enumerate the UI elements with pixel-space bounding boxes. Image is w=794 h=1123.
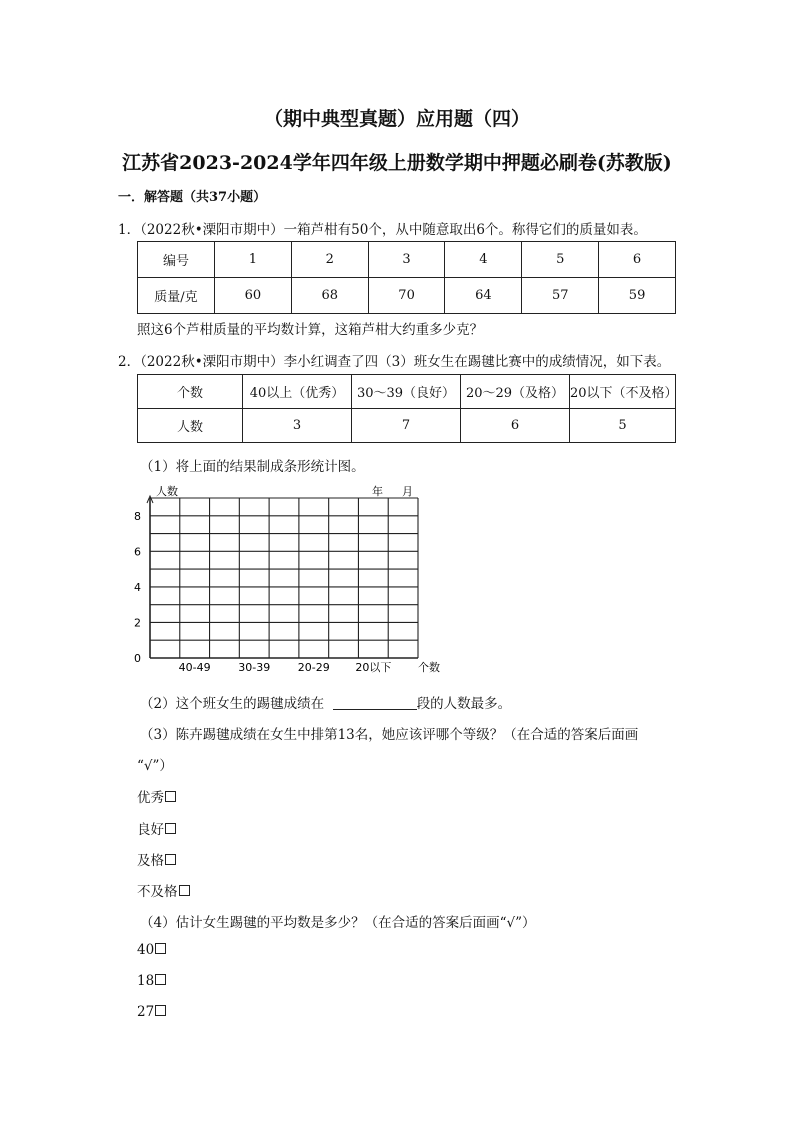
table-header-cell: 编号 [138, 242, 215, 278]
question-2-sub3-cont: “√”） [137, 758, 173, 774]
checkbox[interactable] [165, 823, 176, 834]
option-40 [137, 942, 166, 958]
table-row [138, 375, 676, 409]
sub2-text-before: （2）这个班女生的踢毽成绩在 [140, 696, 325, 712]
page-subtitle: 江苏省2023-2024学年四年级上册数学期中押题必刷卷(苏教版) [122, 152, 672, 174]
chart-x-categories [179, 661, 392, 674]
table-cell: 7 [352, 409, 461, 443]
table-cell: 64 [445, 278, 522, 314]
bar-chart [130, 480, 450, 680]
table-cell: 68 [291, 278, 368, 314]
option-27 [137, 1004, 166, 1020]
option-good [137, 818, 176, 838]
table-cell: 60 [215, 278, 292, 314]
table-row [138, 409, 676, 443]
option-18 [137, 973, 166, 989]
option-pass [137, 849, 176, 869]
table-header-cell: 20以下（不及格） [570, 375, 676, 409]
option-label: 及格 [137, 853, 164, 869]
answer-blank[interactable] [333, 697, 417, 710]
question-2-sub3: （3）陈卉踢毽成绩在女生中排第13名，她应该评哪个等级？（在合适的答案后面画 [140, 727, 639, 743]
chart-x-label: 个数 [418, 661, 440, 674]
checkbox[interactable] [155, 943, 166, 954]
section-heading: 一．解答题（共37小题） [118, 190, 267, 205]
table-cell: 4 [445, 242, 522, 278]
option-excellent [137, 786, 176, 806]
table-header-cell: 20～29（及格） [461, 375, 570, 409]
table-cell: 6 [461, 409, 570, 443]
y-tick-label: 2 [134, 616, 141, 630]
y-tick-label: 4 [134, 580, 141, 594]
option-label: 不及格 [137, 884, 178, 900]
checkbox[interactable] [155, 1005, 166, 1016]
checkbox[interactable] [155, 974, 166, 985]
x-category-label: 20以下 [355, 661, 392, 674]
x-category-label: 20-29 [297, 661, 330, 674]
question-1-table [137, 241, 676, 314]
table-cell: 59 [599, 278, 676, 314]
option-label: 40 [137, 942, 155, 958]
chart-y-label: 人数 [156, 485, 178, 498]
table-cell: 5 [522, 242, 599, 278]
checkbox[interactable] [165, 854, 176, 865]
chart-grid [147, 496, 418, 658]
question-1-prompt: 照这6个芦柑质量的平均数计算，这箱芦柑大约重多少克？ [137, 322, 484, 338]
page-title: （期中典型真题）应用题（四） [263, 108, 530, 130]
option-label: 良好 [137, 822, 164, 838]
table-cell: 5 [570, 409, 676, 443]
table-row [138, 278, 676, 314]
table-cell: 70 [368, 278, 445, 314]
table-cell: 57 [522, 278, 599, 314]
y-tick-label: 8 [134, 509, 141, 523]
option-label: 18 [137, 973, 155, 989]
sub2-text-after: 段的人数最多。 [416, 696, 512, 712]
table-header-cell: 个数 [138, 375, 243, 409]
table-row [138, 242, 676, 278]
x-category-label: 40-49 [178, 661, 211, 674]
question-2-sub2 [140, 692, 511, 712]
y-tick-label: 0 [134, 652, 141, 665]
checkbox[interactable] [165, 791, 176, 802]
chart-month-label: 月 [402, 485, 413, 498]
table-header-cell: 40以上（优秀） [243, 375, 352, 409]
x-category-label: 30-39 [238, 661, 271, 674]
question-2-text: 2．（2022秋•溧阳市期中）李小红调查了四（3）班女生在踢毽比赛中的成绩情况，如下表。 [118, 354, 671, 370]
question-1-text: 1．（2022秋•溧阳市期中）一箱芦柑有50个，从中随意取出6个。称得它们的质量如表。 [118, 222, 647, 238]
table-header-cell: 质量/克 [138, 278, 215, 314]
table-cell: 1 [215, 242, 292, 278]
option-fail [137, 880, 190, 900]
table-cell: 6 [599, 242, 676, 278]
checkbox[interactable] [179, 885, 190, 896]
y-tick-label: 6 [134, 545, 141, 559]
question-2-sub1: （1）将上面的结果制成条形统计图。 [140, 459, 365, 475]
chart-y-ticks [134, 510, 141, 665]
table-header-cell: 人数 [138, 409, 243, 443]
table-cell: 3 [368, 242, 445, 278]
question-2-sub4: （4）估计女生踢毽的平均数是多少？（在合适的答案后面画“√”） [140, 915, 536, 931]
table-cell: 3 [243, 409, 352, 443]
option-label: 优秀 [137, 790, 164, 806]
table-header-cell: 30～39（良好） [352, 375, 461, 409]
option-label: 27 [137, 1004, 155, 1020]
chart-year-label: 年 [372, 485, 383, 498]
table-cell: 2 [291, 242, 368, 278]
question-2-table [137, 374, 676, 443]
